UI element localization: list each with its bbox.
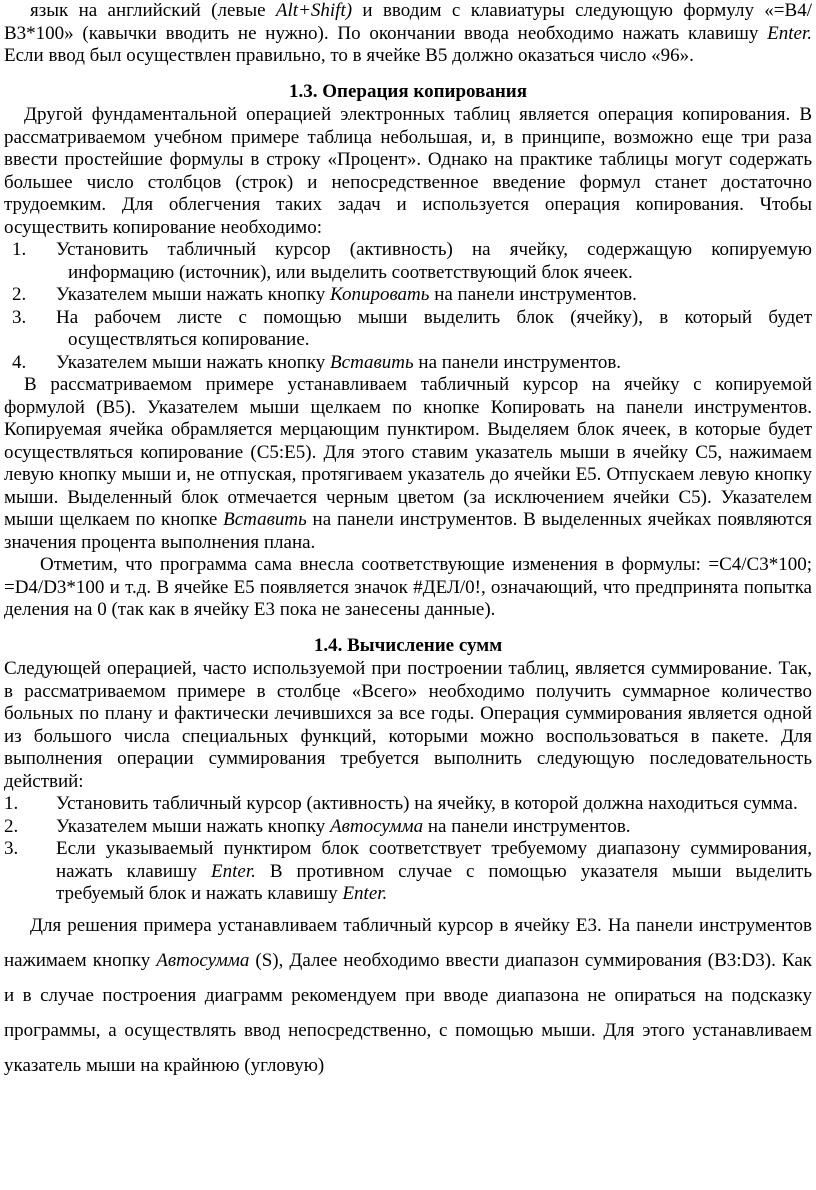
- intro-text-a: язык на английский (левые: [30, 0, 276, 21]
- list-item: 3. Если указываемый пунктиром блок соответствует требуемому диапазону суммирования, нажать клавишу Enter. В противном случае с помощью указателя мыши выделить требуемый блок и нажать клавишу Enter.: [4, 838, 812, 904]
- list-item: 1. Установить табличный курсор (активность) на ячейку, в которой должна находиться сумма.: [4, 793, 798, 814]
- copy-paragraph-2: В рассматриваемом примере устанавливаем табличный курсор на ячейку с копируемой формулой (В5). Указателем мыши щелкаем по кнопке Копировать на панели инструментов. Копируемая ячейка обрамляется мерцающим пунктиром. Выделяем блок ячеек, в которые будет осуществляться копирование (С5:Е5). Для этого ставим указатель мыши в ячейку С5, нажимаем левую кнопку мыши и, не отпуская, протягиваем указатель до ячейки Е5. Отпускаем левую кнопку мыши. Выделенный блок отмечается черным цветом (за исключением ячейки С5). Указателем мыши щелкаем по кнопке Вставить на панели инструментов. В выделенных ячейках появляются значения процента выполнения плана.: [4, 374, 812, 553]
- sum-steps-list: [4, 793, 812, 906]
- copy-steps-list: [4, 239, 812, 374]
- intro-paragraph: [4, 0, 812, 68]
- copy-paragraph-1: Другой фундаментальной операцией электронных таблиц является операция копирования. В рассматриваемом учебном примере таблица небольшая, и, в принципе, возможно еще три раза ввести простейшие формулы в строку «Процент». Однако на практике таблицы могут содержать большее число столбцов (строк) и непосредственное введение формул станет достаточно трудоемким. Для облегчения таких задач и используется операция копирования. Чтобы осуществить копирование необходимо:: [4, 104, 812, 238]
- copy-paragraph-3: Отметим, что программа сама внесла соответствующие изменения в формулы: =С4/С3*100; =D4/D3*100 и т.д. В ячейке Е5 появляется значок #ДЕЛ/0!, означающий, что предпринята попытка деления на 0 (так как в ячейку Е3 пока не занесены данные).: [4, 554, 812, 620]
- list-item: 2. Указателем мыши нажать кнопку Копировать на панели инструментов.: [12, 284, 637, 305]
- intro-italic-a: Alt+Shift): [275, 0, 353, 21]
- list-item: 4. Указателем мыши нажать кнопку Вставить на панели инструментов.: [12, 351, 622, 373]
- intro-italic-b: Enter.: [767, 22, 812, 44]
- list-item: 2. Указателем мыши нажать кнопку Автосумма на панели инструментов.: [4, 815, 631, 837]
- list-item: 1. Установить табличный курсор (активность) на ячейку, содержащую копируемую информацию (источник), или выделить соответствующий блок ячеек.: [12, 239, 812, 283]
- intro-text-c: Если ввод был осуществлен правильно, то в ячейке В5 должно оказаться число «96».: [4, 45, 694, 66]
- section-heading-sum: 1.4. Вычисление сумм: [313, 634, 503, 656]
- sum-paragraph-2: Для решения примера устанавливаем табличный курсор в ячейку Е3. На панели инструментов нажимаем кнопку Автосумма (S), Далее необходимо ввести диапазон суммирования (В3:D3). Как и в случае построения диаграмм рекомендуем при вводе диапазона не опираться на подсказку программы, а осуществлять ввод непосредственно, с помощью мыши. Для этого устанавливаем указатель мыши на крайнюю (угловую): [4, 914, 812, 1076]
- sum-paragraph-1: Следующей операцией, часто используемой при построении таблиц, является суммирование. Так, в рассматриваемом примере в столбце «Всего» необходимо получить суммарное количество больных по плану и фактически лечившихся за все годы. Операция суммирования является одной из большого числа специальных функций, которыми можно воспользоваться в пакете. Для выполнения операции суммирования требуется выполнить следующую последовательность действий:: [4, 658, 812, 792]
- section-heading-copy: 1.3. Операция копирования: [288, 80, 528, 102]
- sum-paragraph-2-block: [4, 908, 812, 1083]
- intro-text-b: и вводим с клавиатуры следующую формулу «=В4/В3*100» (кавычки вводить не нужно). По окончании ввода необходимо нажать клавишу: [4, 0, 812, 44]
- list-item: 3. На рабочем листе с помощью мыши выделить блок (ячейку), в который будет осуществляться копирование.: [12, 306, 812, 350]
